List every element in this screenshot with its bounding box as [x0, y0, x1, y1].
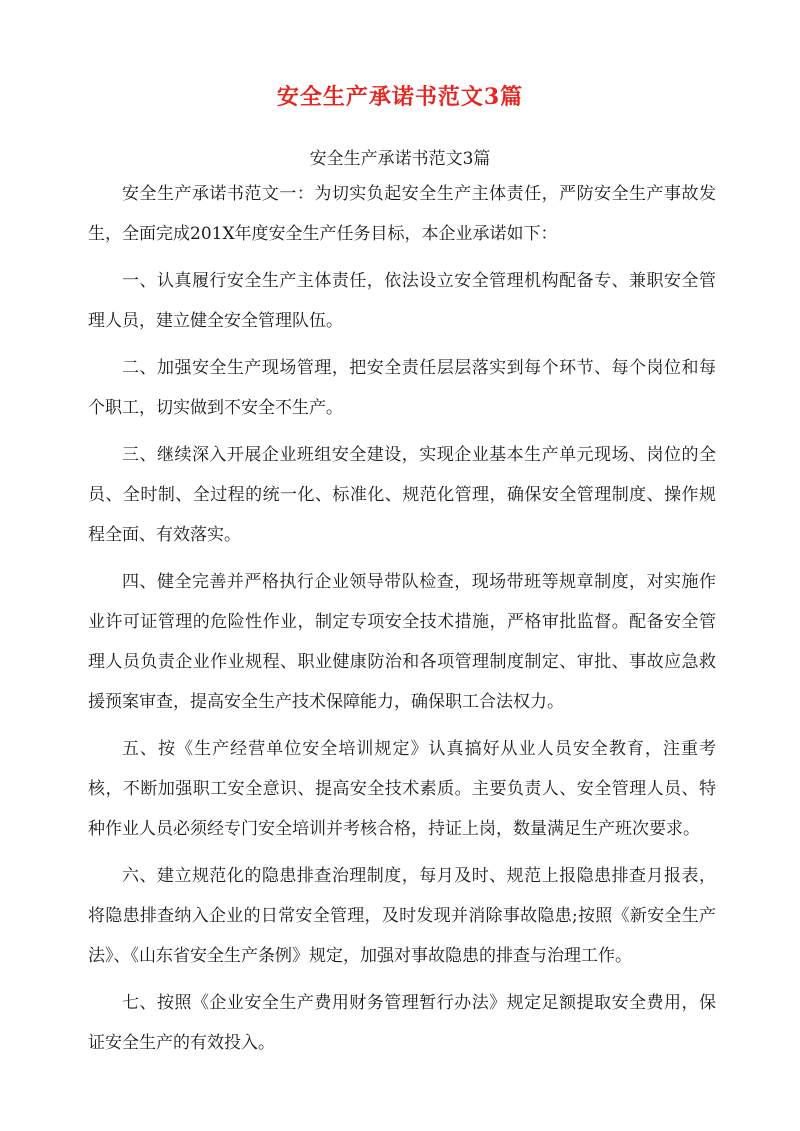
document-title: 安全生产承诺书范文3篇	[276, 84, 524, 110]
commitment-paragraph-1: 一、认真履行安全生产主体责任，依法设立安全管理机构配备专、兼职安全管理人员，建立健全安全管理队伍。	[88, 271, 716, 331]
commitment-paragraph-5: 五、按《生产经营单位安全培训规定》认真搞好从业人员安全教育，注重考核，不断加强职工安全意识、提高安全技术素质。主要负责人、安全管理人员、特种作业人员必须经专门安全培训并考核合格，持证上岗，数量满足生产班次要求。	[88, 739, 716, 839]
commitment-paragraph-2: 二、加强安全生产现场管理，把安全责任层层落实到每个环节、每个岗位和每个职工，切实做到不安全不生产。	[88, 358, 716, 418]
document-subtitle: 安全生产承诺书范文3篇	[309, 149, 491, 169]
commitment-paragraph-7: 七、按照《企业安全生产费用财务管理暂行办法》规定足额提取安全费用，保证安全生产的有效投入。	[88, 993, 716, 1053]
intro-paragraph: 安全生产承诺书范文一：为切实负起安全生产主体责任，严防安全生产事故发生，全面完成201X年度安全生产任务目标，本企业承诺如下：	[88, 184, 716, 244]
document-body	[88, 174, 716, 1070]
commitment-paragraph-6: 六、建立规范化的隐患排查治理制度，每月及时、规范上报隐患排查月报表，将隐患排查纳入企业的日常安全管理，及时发现并消除事故隐患;按照《新安全生产法》、《山东省安全生产条例》规定，加强对事故隐患的排查与治理工作。	[88, 866, 716, 966]
commitment-paragraph-3: 三、继续深入开展企业班组安全建设，实现企业基本生产单元现场、岗位的全员、全时制、全过程的统一化、标准化、规范化管理，确保安全管理制度、操作规程全面、有效落实。	[88, 445, 716, 545]
commitment-paragraph-4: 四、健全完善并严格执行企业领导带队检查，现场带班等规章制度，对实施作业许可证管理的危险性作业，制定专项安全技术措施，严格审批监督。配备安全管理人员负责企业作业规程、职业健康防治和各项管理制度制定、审批、事故应急救援预案审查，提高安全生产技术保障能力，确保职工合法权力。	[88, 572, 716, 712]
